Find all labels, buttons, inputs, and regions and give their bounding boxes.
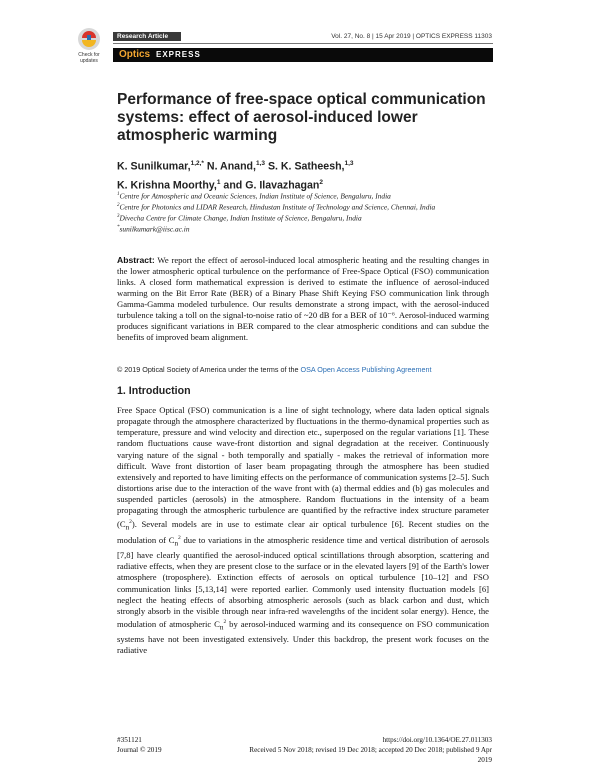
- license-link[interactable]: OSA Open Access Publishing Agreement: [300, 365, 432, 374]
- article-id: #351121: [117, 736, 142, 744]
- footer-right: [240, 735, 492, 765]
- abstract: [117, 255, 489, 343]
- journal-logo-express: EXPRESS: [156, 50, 201, 59]
- publication-dates: Received 5 Nov 2018; revised 19 Dec 2018; accepted 20 Dec 2018; published 9 Apr 2019: [249, 746, 492, 764]
- introduction-text: [117, 405, 489, 656]
- crossmark-label: Check for updates: [78, 52, 100, 64]
- cn-sup: 2: [178, 535, 181, 542]
- journal-copyright: Journal © 2019: [117, 746, 162, 754]
- intro-part: due to variations in the atmospheric residence time and vertical distribution of aerosols [7,8] have clearly quantified the aerosol-induced optical scintillations through absorption, scattering and radiative effects, when they are present close to the surface or in the elevated layers [9] of the Earth's lower atmosphere (troposphere). Extinction effects of aerosols on optical turbulence [10–12] and FSO communication links [5,13,14] were reported earlier. Commonly used intensity fluctuation models [6] neglect the heating effects of absorbing atmospheric aerosols (such as black carbon and dust, which strongly absorb in the visible through near infra-red wavelengths of the incident solar energy). Hence, the modulation of atmospheric C: [117, 535, 489, 629]
- author-list: [117, 156, 497, 193]
- doi-link[interactable]: https://doi.org/10.1364/OE.27.011303: [382, 736, 492, 744]
- cn-sub: n: [125, 523, 130, 532]
- author-sup: 1,2,*: [190, 160, 204, 167]
- section-heading: 1. Introduction: [117, 385, 191, 397]
- author-name: K. Krishna Moorthy,: [117, 179, 217, 192]
- copyright-notice: [117, 365, 497, 374]
- intro-part: Free Space Optical (FSO) communication is a line of sight technology, where data laden optical signals propagate through the atmosphere characterized by fluctuations in the thermo-dynamical properties such as temperature, pressure and wind velocity and direction etc., superposed on the regular variations [1]. These random fluctuations cause wave-front distortion and signal degradation at the receiver. Continuously varying nature of the signal - both temporally and spatially - makes the retrieval of information more difficult. Wave front distortion of laser beam propagating through the atmosphere has been studied extensively and reported to have limiting effects on the performance of communication systems [2–5]. Such distortions arise due to the interaction of the wave front with (a) thermal eddies and (b) gas molecules and suspended particles (aerosols) in the atmosphere. Random fluctuations in the intensity of a beam propagating through the atmospheric turbulence are quantified by the refractive index structure parameter (C: [117, 405, 489, 529]
- journal-logo-optics: Optics: [119, 49, 151, 60]
- cn-sup: 2: [129, 518, 132, 525]
- author-sup: 1,3: [255, 160, 266, 167]
- cn-sub: n: [219, 623, 224, 632]
- corresponding-email[interactable]: *sunilkumark@iisc.ac.in: [117, 224, 190, 234]
- header-divider: [113, 43, 493, 44]
- crossmark-icon: [78, 28, 100, 50]
- article-type-badge: Research Article: [113, 32, 181, 41]
- author-sup: 2: [319, 178, 324, 186]
- author-name: S. K. Satheesh,: [265, 160, 345, 173]
- author-sup: 1: [216, 178, 221, 186]
- abstract-text: We report the effect of aerosol-induced local atmospheric heating and the resulting changes in the lower atmospheric optical turbulence on the performance of Free-Space Optical (FSO) communication links. A closed form mathematical expression is derived to estimate the influence of aerosol-induced warming on the Bit Error Rate (BER) of a Binary Phase Shift Keying FSO communication link through Gamma-Gamma modeled turbulence. Our results demonstrate a strong impact, with the aerosol-induced turbulence taking a toll on the signal-to-noise ratio of ~20 dB for a BER of 10⁻⁶. Aerosol-induced warming produces significant variations in BER compared to the clear atmospheric conditions and can subdue the benefits of improved beam alignment.: [117, 255, 490, 342]
- copyright-text: © 2019 Optical Society of America under the terms of the: [117, 365, 301, 374]
- author-sup: 1,3: [344, 160, 354, 167]
- author-name: and G. Ilavazhagan: [220, 179, 320, 192]
- intro-part: ). Several models are in use to estimate clear air optical turbulence [6]. Recent studies on the modulation of C: [117, 518, 489, 546]
- cn-sub: n: [174, 539, 179, 548]
- author-line-1: [117, 156, 497, 175]
- journal-info: Vol. 27, No. 8 | 15 Apr 2019 | OPTICS EXPRESS 11303: [331, 33, 492, 40]
- paper-title: Performance of free-space optical communication systems: effect of aerosol-induced lower atmospheric warming: [117, 91, 486, 144]
- cn-sup: 2: [223, 618, 227, 625]
- affiliation: $^2$Centre for Photonics and LIDAR Research, Hindustan Institute of Technology and Science, Chennai, India: [117, 202, 436, 212]
- affiliation: $^1$Centre for Atmospheric and Oceanic Sciences, Indian Institute of Science, Bengaluru, India: [117, 191, 391, 201]
- affiliation: $^3$Divecha Centre for Climate Change, Indian Institute of Science, Bengaluru, India: [117, 213, 362, 223]
- author-name: N. Anand,: [203, 160, 256, 173]
- footer-left: [117, 735, 162, 755]
- intro-part: by aerosol-induced warming and its consequence on FSO communication systems have not been investigated extensively. Under this backdrop, the present work focuses on the radiative: [117, 618, 490, 655]
- abstract-label: Abstract:: [117, 255, 155, 265]
- crossmark-badge[interactable]: [76, 28, 102, 64]
- affiliations: [117, 190, 497, 234]
- author-name: K. Sunilkumar,: [117, 160, 191, 173]
